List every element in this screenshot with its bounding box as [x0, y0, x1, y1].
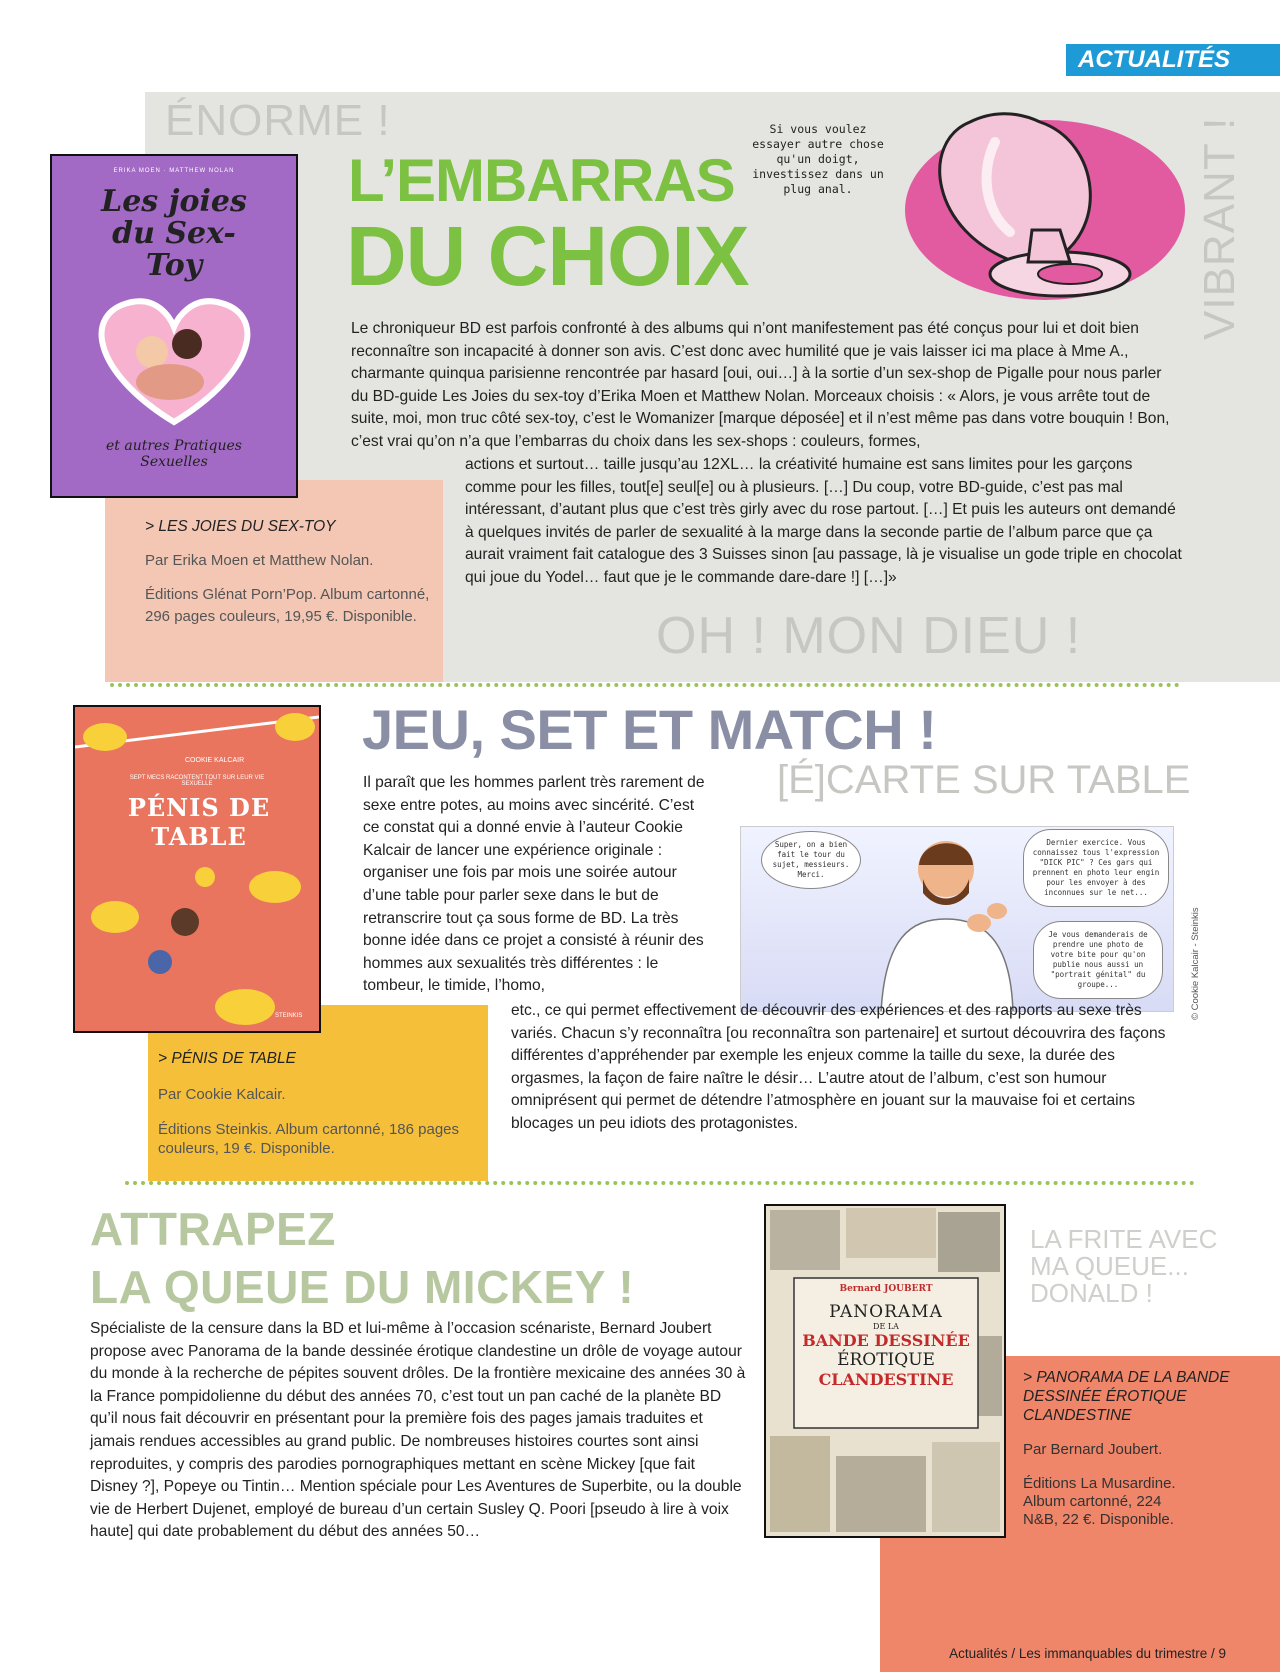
cover2-publisher: STEINKIS — [275, 1013, 303, 1019]
book1-title: > LES JOIES DU SEX-TOY — [145, 518, 336, 535]
cover-penis-de-table — [73, 705, 321, 1033]
cover3-title-5: CLANDESTINE — [818, 1370, 954, 1389]
cover3-title-2: DE LA — [873, 1322, 899, 1331]
comic-panel — [740, 826, 1174, 1012]
article1-title-line1: L’EMBARRAS — [348, 147, 735, 214]
cover3-title — [794, 1302, 978, 1389]
divider-dotted — [110, 683, 1180, 687]
cover1-heart-illustration — [52, 282, 296, 432]
cover-les-joies-du-sex-toy — [50, 154, 298, 498]
article1-side-label: VIBRANT ! — [1195, 116, 1244, 340]
cover3-author: Bernard JOUBERT — [839, 1284, 933, 1294]
article1-paragraph2: actions et surtout… taille jusqu’au 12XL… la créativité humaine est sans limites pour les garçons comme pour les filles, tout[e] seul[e] ou à plusieurs. […] Du coup, votre BD-guide, c’est pas mal intéressant, d’autant plus que c’est très girly avec du rose partout. […] Et puis les auteurs ont demandé à quelques invités de parler de sexualité à la marge dans la seconde partie de l’album parce que ça aurait vraiment fait catalogue des 3 Suisses sinon [au passage, là je visualise un gode triple en chocolat qui joue du Yodel… faut que je le commande dare-dare !] […]» — [465, 456, 1182, 586]
article3-title-line2: LA QUEUE DU MICKEY ! — [90, 1261, 635, 1313]
article2-paragraph1: Il paraît que les hommes parlent très rarement de sexe entre potes, au moins avec sincérité. C’est ce constat qui a donné envie à l’auteur Cookie Kalcair de lancer une expérience originale : organiser une fois par mois une soirée autour d’une table pour parler sexe dans le but de retranscrire tout ça sous forme de BD. La très bonne idée dans ce projet a consisté à réunir des hommes aux sexualités très différentes : le tombeur, le timide, l’homo, — [363, 774, 705, 995]
cover3-title-3: BANDE DESSINÉE — [802, 1331, 970, 1350]
article2-book-info — [158, 1048, 478, 1158]
book2-title: > PÉNIS DE TABLE — [158, 1050, 296, 1067]
article3-title-line1: ATTRAPEZ — [90, 1203, 336, 1255]
article1-paragraph1: Le chroniqueur BD est parfois confronté à des albums qui n’ont manifestement pas été conçus pour lui et doit bien reconnaître son incapacité à donner son avis. C’est donc avec humilité que je vais laisser ici ma place à Mme A., charmante quinqua parisienne rencontrée par hasard [oui, oui…] à la sortie d’un sex-shop de Pigalle pour nous parler du BD-guide Les Joies du sex-toy d’Erika Moen et Matthew Nolan. Morceaux choisis : « Alors, je vous arrête tout de suite, moi, mon truc côté sex-toy, c’est le Womanizer [marque déposée] et il n’est même pas dans votre bouquin ! Bon, c’est vrai qu’on n’a que l’embarras du choix dans les sex-shops : couleurs, formes, — [351, 320, 1170, 450]
book3-authors: Par Bernard Joubert. — [1023, 1441, 1163, 1458]
section-tag: ACTUALITÉS — [1066, 44, 1280, 76]
article1-kicker: ÉNORME ! — [165, 96, 391, 145]
cover2-tagline: SEPT MECS RACONTENT TOUT SUR LEUR VIE SEXUELLE — [129, 775, 265, 787]
article3-kicker — [1030, 1226, 1230, 1307]
article1-book-info — [145, 516, 435, 628]
article3-title — [90, 1200, 634, 1316]
cover2-author: COOKIE KALCAIR — [185, 757, 245, 764]
cover2-table-illustration — [75, 707, 319, 1031]
comic-bubble-2: Dernier exercice. Vous connaissez tous l'expression "DICK PIC" ? Ces gars qui prennent en photo leur engin pour les envoyer à des inconnues sur le net... — [1023, 829, 1169, 907]
book1-details: Éditions Glénat Porn’Pop. Album cartonné, 296 pages couleurs, 19,95 €. Disponible. — [145, 586, 430, 625]
cover2-title: PÉNIS DE TABLE — [127, 793, 271, 851]
book1-authors: Par Erika Moen et Matthew Nolan. — [145, 552, 374, 569]
article2-title: JEU, SET ET MATCH ! — [362, 698, 937, 761]
article3-book-info — [1023, 1368, 1253, 1529]
comic-credit: © Cookie Kalcair - Steinkis — [1190, 907, 1201, 1020]
article2-kicker: [É]CARTE SUR TABLE — [777, 758, 1191, 802]
book3-details: Éditions La Musardine. Album cartonné, 224 N&B, 22 €. Disponible. — [1023, 1475, 1176, 1528]
article1-speech-bubble: Si vous voulez essayer autre chose qu'un doigt, investissez dans un plug anal. — [752, 122, 884, 196]
divider-dotted-2 — [125, 1181, 1195, 1185]
comic-bubble-1: Super, on a bien fait le tour du sujet, messieurs. Merci. — [761, 831, 861, 889]
cover1-title: Les joies du Sex-Toy — [101, 184, 247, 283]
article1-footer-quote: OH ! MON DIEU ! — [656, 607, 1082, 665]
book3-title: > PANORAMA DE LA BANDE DESSINÉE ÉROTIQUE CLANDESTINE — [1023, 1369, 1230, 1424]
article2-paragraph2: etc., ce qui permet effectivement de découvrir des expériences et des rapports au sexe très variés. Chacun s’y reconnaîtra [ou reconnaîtra son partenaire] et surtout découvrira des façons différentes d’appréhender par exemple les enjeux comme la taille du sexe, la durée des orgasmes, la façon de faire naître le désir… L’autre atout de l’album, c’est son humour omniprésent qui permet de détendre l’atmosphère en jouant sur la mauvaise foi et certains blocages un peu idiots des protagonistes. — [511, 1002, 1166, 1132]
book2-details: Éditions Steinkis. Album cartonné, 186 pages couleurs, 19 €. Disponible. — [158, 1121, 460, 1157]
cover1-authors: ERIKA MOEN · MATTHEW NOLAN — [113, 168, 235, 174]
article3-paragraph: Spécialiste de la censure dans la BD et lui-même à l’occasion scénariste, Bernard Joubert propose avec Panorama de la bande dessinée érotique clandestine un drôle de voyage autour du monde à la recherche de pépites souvent drôles. De la frontière mexicaine des années 30 à la France pompidolienne du début des années 70, c’est tout un pan caché de la planète BD qu’il nous fait découvrir en présentant pour la première fois des pages jamais traduites et jamais rendues accessibles au grand public. De nombreuses histoires courtes sont ainsi reproduites, y compris des parodies pornographiques mettant en scène Mickey [que fait Disney ?], Popeye ou Tintin… Mention spéciale pour Les Aventures de Superbite, ou la double vie de Herbert Dujenet, employé de bureau d’un certain Susley Q. Poori [pseudo à lire à voix haute] qui date probablement du début des années 50… — [90, 1320, 746, 1541]
comic-man-illustration — [851, 827, 1031, 1012]
cover3-title-4: ÉROTIQUE — [837, 1350, 935, 1370]
cover-panorama — [764, 1204, 1006, 1538]
book2-authors: Par Cookie Kalcair. — [158, 1086, 286, 1103]
page-footer: Actualités / Les immanquables du trimestre / 9 — [949, 1646, 1226, 1661]
article3-kicker-text: LA FRITE AVEC MA QUEUE... DONALD ! — [1030, 1224, 1218, 1308]
article1-title-line2: DU CHOIX — [346, 209, 749, 303]
cover3-title-1: PANORAMA — [829, 1302, 943, 1322]
plug-illustration — [900, 102, 1190, 304]
cover1-subtitle: et autres Pratiques Sexuelles — [106, 438, 242, 470]
comic-bubble-3: Je vous demanderais de prendre une photo de votre bite pour qu'on publie nous aussi un "portrait génital" du groupe... — [1033, 921, 1163, 999]
